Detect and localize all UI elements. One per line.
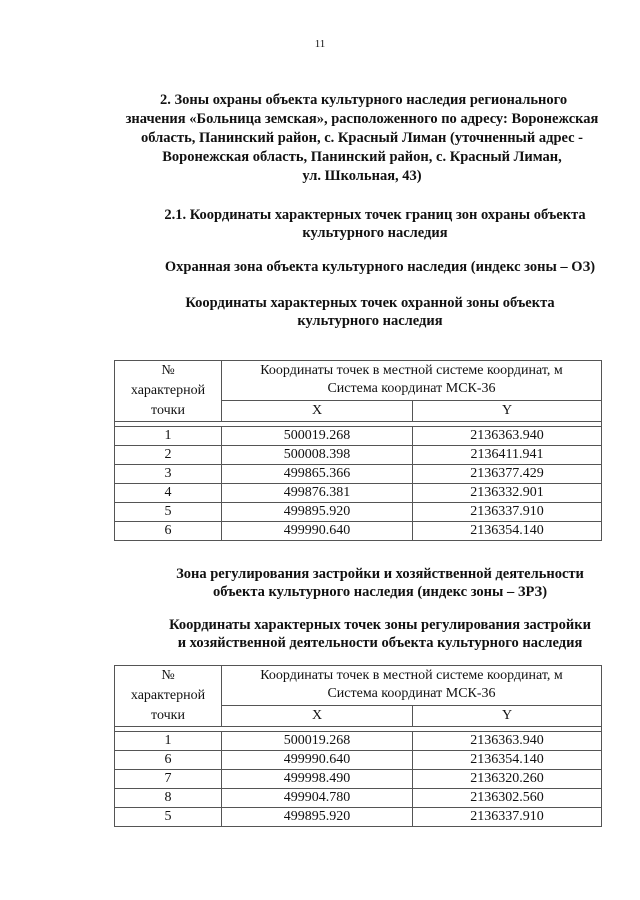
x-coordinate-cell: 499990.640 — [222, 522, 413, 541]
point-number-header — [115, 361, 222, 422]
table-row — [115, 751, 602, 770]
x-coordinate-cell: 499895.920 — [222, 808, 413, 827]
zone2-title-line: Зона регулирования застройки и хозяйственной деятельности — [176, 566, 584, 582]
point-number-cell: 7 — [115, 770, 222, 789]
column-y-header: Y — [413, 705, 602, 726]
section-heading-line: область, Панинский район, с. Красный Лиман (уточненный адрес - — [140, 130, 584, 146]
point-number-cell: 1 — [115, 427, 222, 446]
zone2-table-title-line: Координаты характерных точек зоны регулирования застройки — [169, 617, 591, 633]
table-row — [115, 808, 602, 827]
y-coordinate-cell: 2136354.140 — [413, 522, 602, 541]
zone1-table-title — [150, 294, 590, 330]
y-coordinate-cell: 2136411.941 — [413, 446, 602, 465]
coordinates-header — [222, 666, 602, 706]
point-number-header — [115, 666, 222, 727]
point-number-cell: 1 — [115, 732, 222, 751]
point-number-cell: 4 — [115, 484, 222, 503]
header-line: Система координат МСК-36 — [327, 686, 496, 702]
zone2-rows — [115, 732, 602, 827]
point-number-cell: 5 — [115, 808, 222, 827]
y-coordinate-cell: 2136337.910 — [413, 808, 602, 827]
section-heading — [112, 91, 612, 186]
subsection-heading-line: культурного наследия — [302, 225, 448, 241]
x-coordinate-cell: 499865.366 — [222, 465, 413, 484]
table-row — [115, 484, 602, 503]
table-row — [115, 522, 602, 541]
x-coordinate-cell: 499895.920 — [222, 503, 413, 522]
zone2-title — [150, 565, 610, 601]
y-coordinate-cell: 2136377.429 — [413, 465, 602, 484]
point-number-cell: 5 — [115, 503, 222, 522]
subsection-heading-line: 2.1. Координаты характерных точек границ зон охраны объекта — [164, 207, 586, 223]
zone1-title-text: Охранная зона объекта культурного наследия (индекс зоны – ОЗ) — [164, 259, 596, 275]
header-line: точки — [151, 403, 185, 418]
header-line: № — [161, 363, 175, 378]
section-heading-line: 2. Зоны охраны объекта культурного наследия регионального — [160, 92, 568, 108]
section-heading-line: значения «Больница земская», расположенного по адресу: Воронежская — [125, 111, 599, 127]
header-line: характерной — [130, 383, 206, 398]
page-number: 11 — [314, 38, 326, 50]
y-coordinate-cell: 2136337.910 — [413, 503, 602, 522]
zone2-table-title-line: и хозяйственной деятельности объекта культурного наследия — [177, 635, 583, 651]
table-row — [115, 789, 602, 808]
zone1-rows — [115, 427, 602, 541]
coordinates-header — [222, 361, 602, 401]
column-y-header: Y — [413, 400, 602, 421]
y-coordinate-cell: 2136332.901 — [413, 484, 602, 503]
point-number-cell: 2 — [115, 446, 222, 465]
y-coordinate-cell: 2136354.140 — [413, 751, 602, 770]
y-coordinate-cell: 2136363.940 — [413, 732, 602, 751]
x-coordinate-cell: 499990.640 — [222, 751, 413, 770]
x-coordinate-cell: 500008.398 — [222, 446, 413, 465]
header-line: характерной — [130, 688, 206, 703]
zone1-table-title-line: Координаты характерных точек охранной зоны объекта — [185, 295, 555, 311]
point-number-cell: 6 — [115, 751, 222, 770]
zone1-table-title-line: культурного наследия — [297, 313, 443, 329]
zone2-table-title — [150, 616, 610, 652]
header-line: Координаты точек в местной системе координат, м — [260, 363, 563, 379]
x-coordinate-cell: 500019.268 — [222, 427, 413, 446]
x-coordinate-cell: 499904.780 — [222, 789, 413, 808]
point-number-cell: 6 — [115, 522, 222, 541]
point-number-cell: 8 — [115, 789, 222, 808]
y-coordinate-cell: 2136320.260 — [413, 770, 602, 789]
column-x-header: X — [222, 400, 413, 421]
y-coordinate-cell: 2136302.560 — [413, 789, 602, 808]
header-line: № — [161, 668, 175, 683]
header-line: точки — [151, 708, 185, 723]
point-number-cell: 3 — [115, 465, 222, 484]
zone1-title — [140, 258, 620, 276]
x-coordinate-cell: 499876.381 — [222, 484, 413, 503]
x-coordinate-cell: 499998.490 — [222, 770, 413, 789]
header-line: Система координат МСК-36 — [327, 381, 496, 397]
subsection-heading — [140, 206, 610, 242]
zone1-coordinates-table — [114, 360, 602, 541]
section-heading-line: Воронежская область, Панинский район, с. Красный Лиман, — [162, 149, 562, 165]
header-line: Координаты точек в местной системе координат, м — [260, 668, 563, 684]
zone2-title-line: объекта культурного наследия (индекс зоны – ЗРЗ) — [212, 584, 548, 600]
table-row — [115, 732, 602, 751]
section-heading-line: ул. Школьная, 43) — [302, 168, 422, 184]
table-row — [115, 465, 602, 484]
zone2-coordinates-table — [114, 665, 602, 827]
table-row — [115, 503, 602, 522]
table-row — [115, 770, 602, 789]
table-row — [115, 446, 602, 465]
x-coordinate-cell: 500019.268 — [222, 732, 413, 751]
y-coordinate-cell: 2136363.940 — [413, 427, 602, 446]
table-row — [115, 427, 602, 446]
column-x-header: X — [222, 705, 413, 726]
